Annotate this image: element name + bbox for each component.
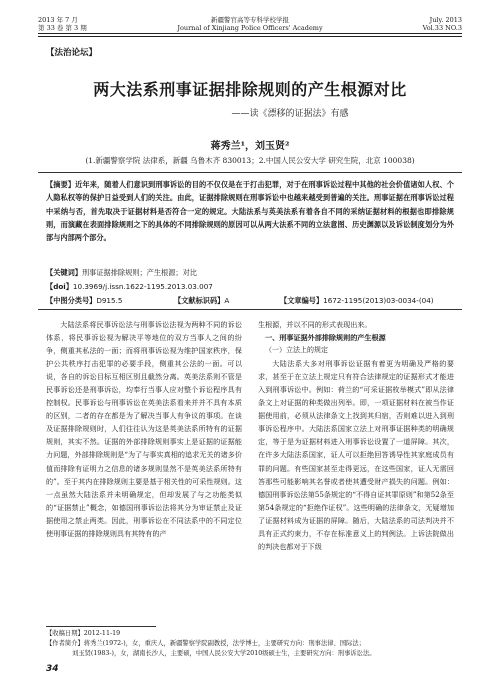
footnote-received: 【收稿日期】2012-11-19 <box>46 630 121 637</box>
footnote-author-2: 刘玉贤(1983-)，女，湖南长沙人，主要硕，中国人民公安大学2010级硕士生，主要研究方向：刑事诉讼法。 <box>72 650 376 657</box>
column-tag: 【法治论坛】 <box>46 48 98 58</box>
footnote-rule <box>46 626 156 627</box>
affiliation: (1.新疆警察学院 法律系，新疆 乌鲁木齐 830013；2.中国人民公安大学 研究生院，北京 100038) <box>85 156 415 165</box>
keywords-text: 刑事证据排除规则；产生根源；对比 <box>81 268 197 277</box>
header-rule-thin <box>38 36 462 37</box>
authors: 蒋秀兰¹，刘玉贤² <box>210 141 290 152</box>
header-journal: 新疆警官高等专科学校学报 Journal of Xinjiang Police Officers' Academy <box>177 16 323 32</box>
abstract-top-rule <box>38 172 462 173</box>
doi <box>46 282 454 292</box>
body-columns <box>46 318 454 618</box>
body-paragraph: 大陆法系将民事诉讼法与刑事诉讼法视为两种不同的诉讼体系，将民事诉讼视为解决平等地位的双方当事人之间的纷争，侧重其私法的一面；而将刑事诉讼视为维护国家秩序，保护公共秩序打击犯罪的必要手段，侧重其公法的一面。可以说，各自的诉讼目标互相区别且截然分离。英美法系则不管是民事诉讼还是刑事诉讼，均奉行当事人应对整个诉讼程序具有控制权。民事诉讼与刑事诉讼在英美法系看来并并不具有本质的区别，二者的存在都是为了解决当事人有争议的事项。在谈及证据排除规则时，人们往往认为这是英美法系所特有的证据规则，其实不然。证据的外部排除规则事实上是证据的证据能力问题，外部排除规则是“为了与事实真相的追求无关的诸多价值而排除有证明力之信息的诸多规则显然不是英美法系所特有的”。至于其内在排除规则主要是基于相关性的可采性规则。这一点虽然大陆法系并未明确规定，但却发展了与之功能类似的“证据禁止”概念，如德国刑事诉讼法将其分为审证禁止及证据使用之禁止两类。因此，刑事诉讼在不同法系中的不同定位使刑事证据的排除规则具有其特有的产 <box>46 320 242 538</box>
keywords <box>46 268 454 278</box>
subsection-heading: （一）立法上的规定 <box>265 346 328 355</box>
body-paragraph: 大陆法系大多对刑事诉讼证据有着更为明确及严格的要求，甚至于在立法上规定只有符合法律规定的证据形式才能进入到刑事诉讼中。例如：荷兰的“可采证据枚举模式”即从法律条文上对证据的种类做出列举。即，一项证据材料在被当作证据使用前，必须从法律条文上找到其归宿，否则难以进入到刑事诉讼程序中。大陆法系国家立法上对刑事证据种类的明确规定，等于是为证据材料进入刑事诉讼设置了一道屏障。其次，在许多大陆法系国家，证人可以拒绝回答诱导性其家庭成员有罪的问题。有些国家甚至走得更远，在这些国家，证人无需回答那些可能影响其名誉或者使其遭受财产损失的问题。例如：德国刑事诉讼法第55条规定的“不得自证其罪原则”和第52条至第54条规定的“拒绝作证权”。这些明确的法律条文，无疑增加了证据材料成为证据的屏障。随后，大陆法系的司法判决并不具有正式约束力，不存在标准意义上的判例法。上诉法院做出的判决也都对于下级 <box>258 359 454 551</box>
clc-number: D915.5 <box>96 296 123 305</box>
header-rule-thick <box>38 33 462 34</box>
header-right: July. 2013 Vol.33 NO.3 <box>422 16 462 32</box>
body-column-right <box>258 318 454 553</box>
doi-text: 10.3969/j.issn.1622-1195.2013.03.007 <box>72 282 213 291</box>
article-number: 1672-1195(2013)03-0034-(04) <box>323 296 434 305</box>
article-title: 两大法系刑事证据排除规则的产生根源对比 <box>93 80 407 99</box>
section-heading: 一、刑事证据外部排除规则的产生根源 <box>265 333 386 343</box>
header-left: 2013 年 7 月 第 33 卷 第 3 期 <box>38 16 87 32</box>
body-paragraph: 生根源，并以不同的形式表现出来。 <box>258 320 372 329</box>
page-number: 34 <box>46 664 59 674</box>
footnote-author-1: 【作者简介】蒋秀兰(1972-)，女，重庆人，新疆警察学院副教授，法学博士，主要研究方向：刑事法律、国际法； <box>46 640 366 647</box>
article-subtitle: ——读《漂移的证据法》有感 <box>231 109 349 119</box>
abstract-bottom-rule <box>38 309 462 310</box>
doi-label: 【doi】 <box>46 282 73 291</box>
classification: 【中图分类号】D915.5 【文献标识码】A 【文章编号】1672-1195(2013)03-0034-(04) <box>46 296 434 305</box>
abstract <box>46 178 454 244</box>
keywords-label: 【关键词】 <box>46 268 82 277</box>
abstract-text: 近年来，随着人们意识到刑事诉讼的目的不仅仅是在于打击犯罪，对于在刑事诉讼过程中其他的社会价值诸如人权、个人隐私权等的保护日益受到人们的关注。由此，证据排除规则在刑事诉讼中也越来越受到普遍的关注。刑事证据在刑事诉讼过程中采纳与否，首先取决于证据材料是否符合一定的规定。大陆法系与英美法系有着各自不同的采纳证据材料的根据也即排除规则，而演藏在表面排除规则之下的具体的不同排除规则的原因可以从两大法系不同的立法意图、历史渊源以及诉讼制度划分为外部与内部两个部分。 <box>46 180 454 243</box>
abstract-label: 【摘要】 <box>46 180 76 189</box>
document-code: A <box>224 296 230 305</box>
body-column-left <box>46 318 242 540</box>
